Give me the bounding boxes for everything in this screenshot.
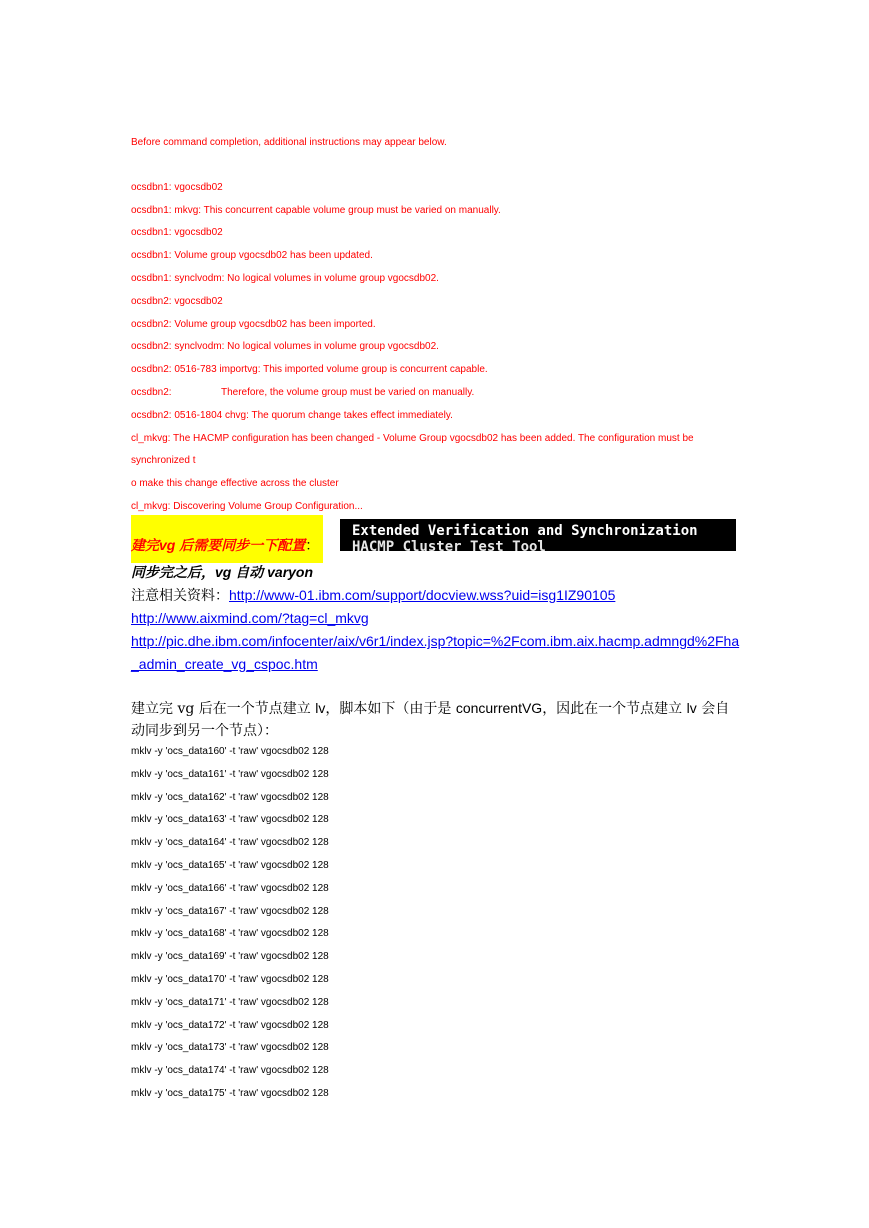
- command-output-log: [131, 132, 741, 519]
- log-line: ocsdbn2: vgocsdb02: [131, 295, 223, 307]
- log-line-prefix: ocsdbn2:: [131, 386, 172, 398]
- intro-text: 建立完 vg 后在一个节点建立: [131, 701, 316, 717]
- log-line: ocsdbn2: synclvodm: No logical volumes in volume group vgocsdb02.: [131, 341, 439, 353]
- reference-line: [131, 584, 741, 607]
- log-line: cl_mkvg: Discovering Volume Group Configuration...: [131, 500, 363, 512]
- intro-text: concurrentVG: [455, 700, 543, 716]
- references-label: 注意相关资料：: [131, 587, 229, 603]
- command-line: mklv -y 'ocs_data172' -t 'raw' vgocsdb02 128: [131, 1019, 329, 1031]
- lv-intro-paragraph: [131, 697, 741, 742]
- log-line: ocsdbn2: 0516-1804 chvg: The quorum change takes effect immediately.: [131, 409, 453, 421]
- log-line: o make this change effective across the cluster: [131, 478, 339, 490]
- command-line: mklv -y 'ocs_data174' -t 'raw' vgocsdb02 128: [131, 1065, 329, 1077]
- note-colon: ：: [305, 537, 320, 553]
- intro-text: 会自动同步到另一个节点）：: [131, 701, 730, 739]
- reference-line: [131, 607, 741, 630]
- after-sync-note: 同步完之后，vg 自动 varyon: [131, 564, 314, 580]
- log-line: ocsdbn2: 0516-783 importvg: This imported volume group is concurrent capable.: [131, 364, 488, 376]
- ibm-infocenter-link[interactable]: http://pic.dhe.ibm.com/infocenter/aix/v6r1/index.jsp?topic=%2Fcom.ibm.aix.hacmp.admngd%2Fha_admin_create_vg_cspoc.htm: [131, 633, 740, 672]
- sync-note-row: [131, 515, 741, 565]
- log-line-text: Therefore, the volume group must be varied on manually.: [221, 386, 475, 398]
- command-line: mklv -y 'ocs_data173' -t 'raw' vgocsdb02 128: [131, 1042, 329, 1054]
- aixmind-link[interactable]: http://www.aixmind.com/?tag=cl_mkvg: [131, 610, 369, 626]
- command-line: mklv -y 'ocs_data169' -t 'raw' vgocsdb02 128: [131, 951, 329, 963]
- log-line: ocsdbn1: Volume group vgocsdb02 has been updated.: [131, 250, 373, 262]
- log-line: ocsdbn1: synclvodm: No logical volumes in volume group vgocsdb02.: [131, 272, 439, 284]
- menu-line-test-tool: HACMP Cluster Test Tool: [352, 539, 546, 551]
- command-line: mklv -y 'ocs_data166' -t 'raw' vgocsdb02 128: [131, 882, 329, 894]
- log-line: ocsdbn1: vgocsdb02: [131, 181, 223, 193]
- intro-text: ，脚本如下（由于是: [325, 701, 456, 717]
- command-line: mklv -y 'ocs_data175' -t 'raw' vgocsdb02 128: [131, 1087, 329, 1099]
- command-line: mklv -y 'ocs_data161' -t 'raw' vgocsdb02 128: [131, 768, 329, 780]
- command-line: mklv -y 'ocs_data170' -t 'raw' vgocsdb02 128: [131, 973, 329, 985]
- menu-line-sync: Extended Verification and Synchronization: [352, 523, 698, 539]
- log-line: [131, 382, 741, 405]
- intro-text: lv: [315, 700, 326, 716]
- command-line: mklv -y 'ocs_data162' -t 'raw' vgocsdb02 128: [131, 791, 329, 803]
- command-line: mklv -y 'ocs_data168' -t 'raw' vgocsdb02 128: [131, 928, 329, 940]
- ibm-support-link[interactable]: http://www-01.ibm.com/support/docview.wss?uid=isg1IZ90105: [229, 587, 616, 603]
- log-line: cl_mkvg: The HACMP configuration has been changed - Volume Group vgocsdb02 has been added. The configuration must be synchronized t: [131, 432, 694, 467]
- reference-line: [131, 630, 741, 676]
- log-line: Before command completion, additional instructions may appear below.: [131, 137, 447, 148]
- command-line: mklv -y 'ocs_data165' -t 'raw' vgocsdb02 128: [131, 859, 329, 871]
- intro-text: ，因此在一个节点建立: [542, 701, 687, 717]
- command-line: mklv -y 'ocs_data171' -t 'raw' vgocsdb02 128: [131, 996, 329, 1008]
- command-line: mklv -y 'ocs_data164' -t 'raw' vgocsdb02 128: [131, 837, 329, 849]
- highlighted-note: [131, 515, 323, 563]
- smit-menu-screenshot: [340, 519, 736, 551]
- references: [131, 584, 741, 676]
- log-line: ocsdbn1: vgocsdb02: [131, 227, 223, 239]
- log-line: ocsdbn1: mkvg: This concurrent capable volume group must be varied on manually.: [131, 204, 501, 216]
- log-line: ocsdbn2: Volume group vgocsdb02 has been imported.: [131, 318, 376, 330]
- highlighted-note-text: 建完vg 后需要同步一下配置: [131, 537, 306, 553]
- intro-text: lv: [686, 700, 697, 716]
- mklv-script: [131, 741, 741, 1106]
- command-line: mklv -y 'ocs_data163' -t 'raw' vgocsdb02 128: [131, 814, 329, 826]
- command-line: mklv -y 'ocs_data160' -t 'raw' vgocsdb02 128: [131, 746, 329, 757]
- command-line: mklv -y 'ocs_data167' -t 'raw' vgocsdb02 128: [131, 905, 329, 917]
